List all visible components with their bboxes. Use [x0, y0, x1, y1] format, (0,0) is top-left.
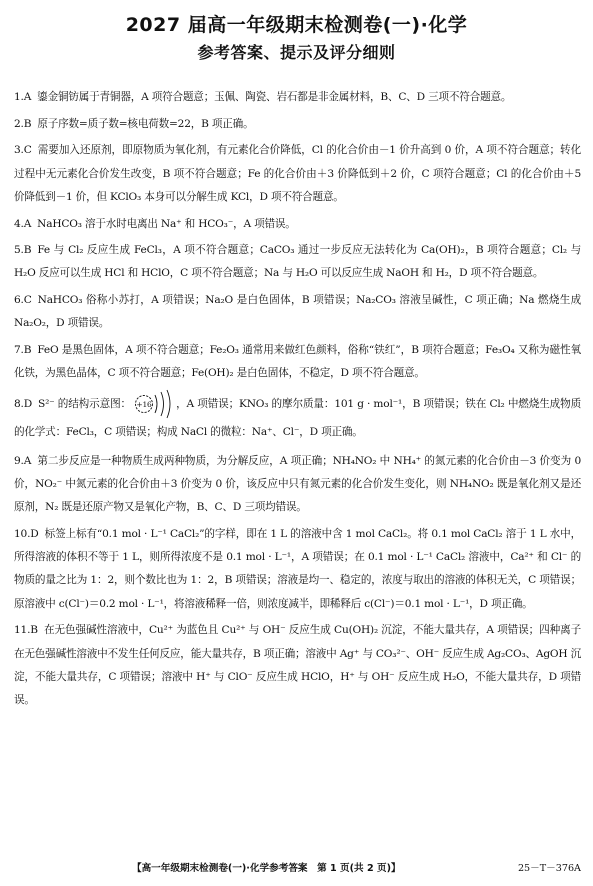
- answer-item-4: [14, 213, 581, 236]
- item-answer: B: [23, 117, 32, 130]
- item-explanation: 原子序数=质子数=核电荷数=22，B 项正确。: [37, 117, 254, 130]
- footer-page-info: 【高一年级期末检测卷(一)·化学参考答案 第 1 页(共 2 页)】: [132, 863, 401, 874]
- item-number: 9.: [14, 454, 24, 467]
- nucleus-charge-label: +16: [136, 399, 152, 409]
- answer-item-11: [14, 619, 581, 712]
- item-number: 8.: [14, 397, 24, 410]
- item-number: 10.: [14, 528, 31, 541]
- item-explanation: NaHCO₃ 溶于水时电离出 Na⁺ 和 HCO₃⁻，A 项错误。: [37, 217, 296, 230]
- s2-ion-structure-diagram: [134, 389, 174, 419]
- item-explanation-part-1: S²⁻ 的结构示意图：: [38, 397, 131, 410]
- item-number: 7.: [14, 344, 24, 357]
- item-answer: B: [30, 624, 38, 637]
- item-explanation: 在无色强碱性溶液中，Cu²⁺ 为蓝色且 Cu²⁺ 与 OH⁻ 反应生成 Cu(OH)₂ 沉淀，不能大量共存，A 项错误；四种离子在无色强碱性溶液中不发生任何反应，能大量共存，B 项正确；溶液中 Ag⁺ 与 CO₃²⁻、OH⁻ 反应生成 Ag₂CO₃、AgOH 沉淀，不能大量共存，C 项错误；溶液中 H⁺ 与 ClO⁻ 反应生成 HClO，H⁺ 与 OH⁻ 反应生成 H₂O，不能大量共存，D 项错误。: [14, 624, 582, 706]
- page-footer: [0, 860, 593, 876]
- answer-item-9: [14, 450, 581, 520]
- item-answer: C: [23, 294, 32, 307]
- answer-item-2: [14, 113, 581, 136]
- item-answer: A: [23, 91, 32, 103]
- item-explanation: Fe 与 Cl₂ 反应生成 FeCl₃，A 项不符合题意；CaCO₃ 通过一步反应无法转化为 Ca(OH)₂，B 项符合题意；Cl₂ 与 H₂O 反应可以生成 HCl 和 HClO，C 项不符合题意；Na 与 H₂O 可以反应生成 NaOH 和 H₂，D 项不符合题意。: [14, 244, 581, 280]
- answer-list: [14, 86, 581, 716]
- item-number: 1.: [14, 91, 24, 103]
- item-answer: A: [23, 217, 32, 230]
- item-answer: D: [23, 397, 33, 410]
- item-answer: A: [23, 454, 32, 467]
- item-number: 5.: [14, 244, 24, 257]
- item-number: 11.: [14, 624, 31, 637]
- item-explanation: 标签上标有“0.1 mol · L⁻¹ CaCl₂”的字样，即在 1 L 的溶液中含 1 mol CaCl₂。将 0.1 mol CaCl₂ 溶于 1 L 水中，所得溶液的体积不等于 1 L，则所得浓度不是 0.1 mol · L⁻¹，A 项错误；在 0.1 mol · L⁻¹ CaCl₂ 溶液中，Ca²⁺ 和 Cl⁻ 的物质的量之比为 1：2，则个数比也为 1：2，B 项错误；溶液是均一、稳定的，浓度与取出的溶液的体积无关，C 项错误；原溶液中 c(Cl⁻)＝0.2 mol · L⁻¹，将溶液稀释一倍，则浓度减半，即稀释后 c(Cl⁻)＝0.1 mol · L⁻¹，D 项正确。: [14, 528, 581, 610]
- page-subtitle: 参考答案、提示及评分细则: [197, 43, 396, 62]
- answer-item-6: [14, 289, 581, 335]
- item-explanation: NaHCO₃ 俗称小苏打，A 项错误；Na₂O 是白色固体，B 项错误；Na₂CO₃ 溶液呈碱性，C 项正确；Na 燃烧生成Na₂O₂，D 项错误。: [14, 294, 581, 330]
- item-explanation: FeO 是黑色固体，A 项不符合题意；Fe₂O₃ 通常用来做红色颜料，俗称“铁红”，B 项符合题意；Fe₃O₄ 又称为磁性氧化铁，为黑色晶体，C 项不符合题意；Fe(OH)₂ 是白色固体，不稳定，D 项不符合题意。: [14, 344, 581, 380]
- answer-item-1: [14, 86, 581, 109]
- item-number: 3.: [14, 144, 24, 157]
- item-number: 4.: [14, 217, 24, 230]
- item-explanation-part-2: ，A 项错误；KNO₃ 的摩尔质量：101 g · mol⁻¹，B 项错误；铁在 Cl₂ 中燃烧生成物质的化学式：FeCl₃，C 项错误；构成 NaCl 的微粒：Na⁺、Cl⁻，D 项正确。: [14, 397, 581, 438]
- item-answer: B: [23, 344, 32, 357]
- answer-item-10: [14, 523, 581, 616]
- answer-item-5: [14, 239, 581, 285]
- item-explanation: 需要加入还原剂，即原物质为氧化剂，有元素化合价降低，Cl 的化合价由－1 价升高到 0 价，A 项不符合题意；转化过程中无元素化合价发生改变，B 项不符合题意；Fe 的化合价由＋3 价降低到＋2 价，C 项符合题意；Cl 的化合价由＋5 价降低到－1 价，但 KClO₃ 本身可以分解生成 KCl，D 项不符合题意。: [14, 144, 581, 203]
- footer-doc-code: 25－T－376A: [517, 863, 581, 874]
- answer-item-8: [14, 389, 581, 447]
- item-explanation: 鎏金铜钫属于青铜器，A 项符合题意；玉佩、陶瓷、岩石都是非金属材料，B、C、D 三项不符合题意。: [37, 91, 512, 103]
- item-explanation: 第二步反应是一种物质生成两种物质，为分解反应，A 项正确；NH₄NO₂ 中 NH₄⁺ 的氮元素的化合价由－3 价变为 0 价，NO₂⁻ 中氮元素的化合价由＋3 价变为 0 价，该反应中只有氮元素的化合价发生变化，则 NH₄NO₂ 既是氧化剂又是还原剂，N₂ 既是还原产物又是氧化产物，B、C、D 三项均错误。: [14, 454, 581, 514]
- item-answer: B: [23, 244, 32, 257]
- item-answer: C: [23, 144, 32, 157]
- answer-item-3: [14, 139, 581, 209]
- item-number: 2.: [14, 117, 24, 130]
- page-title: 2027 届高一年级期末检测卷(一)·化学: [125, 14, 468, 36]
- answer-item-7: [14, 339, 581, 385]
- item-answer: D: [30, 528, 39, 541]
- item-number: 6.: [14, 294, 24, 307]
